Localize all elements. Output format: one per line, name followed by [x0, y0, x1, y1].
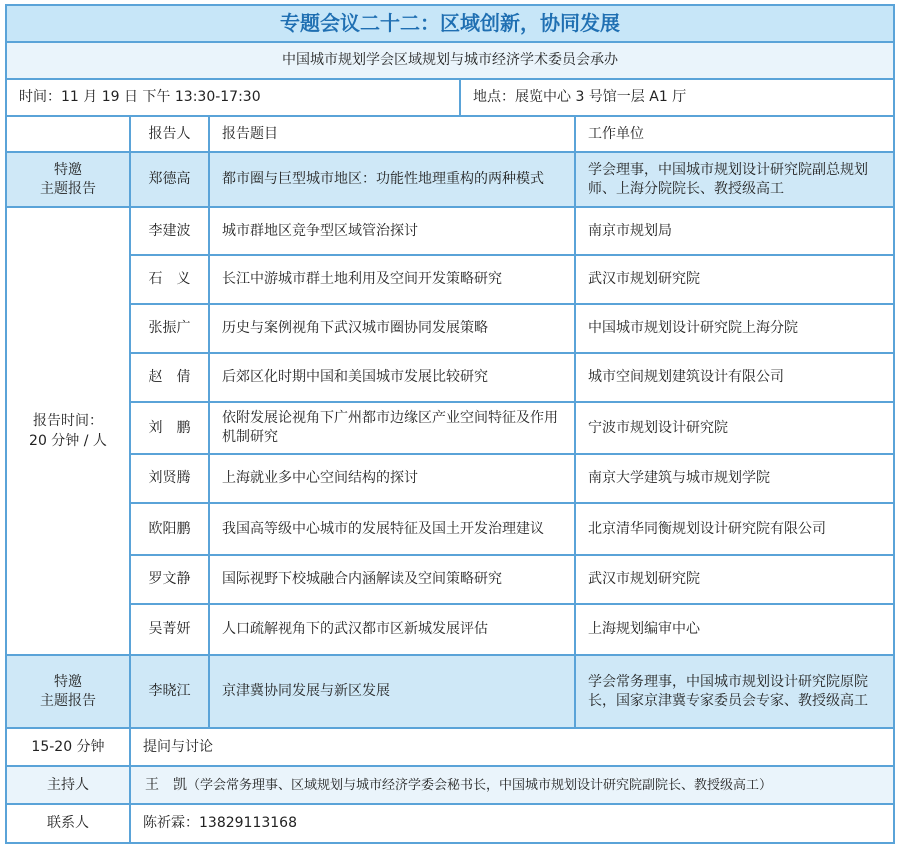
host-row — [7, 767, 893, 805]
keynote-affiliation: 学会理事，中国城市规划设计研究院副总规划师、上海分院院长、教授级高工 — [588, 161, 868, 197]
host-label: 主持人 — [7, 767, 131, 803]
talk-topic: 长江中游城市群土地利用及空间开发策略研究 — [210, 256, 576, 303]
page-title: 专题会议二十二：区域创新，协同发展 — [280, 11, 620, 35]
title-row — [7, 6, 893, 43]
talk-affiliation: 武汉市规划研究院 — [588, 271, 700, 287]
keynote-speaker: 李晓江 — [131, 656, 210, 727]
talk-topic: 我国高等级中心城市的发展特征及国土开发治理建议 — [210, 504, 576, 554]
talk-affiliation: 上海规划编审中心 — [588, 621, 700, 637]
talk-topic: 历史与案例视角下武汉城市圈协同发展策略 — [210, 305, 576, 352]
keynote-topic: 都市圈与巨型城市地区：功能性地理重构的两种模式 — [210, 153, 576, 206]
host-description: （学会常务理事、区域规划与城市经济学委会秘书长，中国城市规划设计研究院副院长、教授级高工） — [187, 777, 773, 793]
talk-topic: 上海就业多中心空间结构的探讨 — [210, 455, 576, 502]
talk-row — [131, 455, 893, 504]
talk-row — [131, 556, 893, 605]
talks-group — [7, 208, 893, 656]
talk-row — [131, 504, 893, 556]
keynote-label: 特邀 主题报告 — [7, 153, 131, 206]
header-affiliation: 工作单位 — [588, 125, 644, 142]
contact-row — [7, 805, 893, 842]
report-time-label: 报告时间： 20 分钟 / 人 — [7, 208, 131, 654]
qa-duration: 15-20 分钟 — [7, 729, 131, 765]
contact-label: 联系人 — [7, 805, 131, 842]
talk-affiliation: 中国城市规划设计研究院上海分院 — [588, 320, 798, 336]
talk-affiliation: 南京大学建筑与城市规划学院 — [588, 470, 770, 486]
talk-speaker: 石 义 — [131, 256, 210, 303]
header-row — [7, 117, 893, 153]
talk-speaker: 罗文静 — [131, 556, 210, 603]
session-location: 地点：展览中心 3 号馆一层 A1 厅 — [473, 89, 687, 105]
talk-row — [131, 256, 893, 305]
keynote-topic: 京津冀协同发展与新区发展 — [210, 656, 576, 727]
talk-topic: 依附发展论视角下广州都市边缘区产业空间特征及作用机制研究 — [210, 403, 576, 453]
talk-row — [131, 305, 893, 354]
talk-row — [131, 403, 893, 455]
talk-row — [131, 354, 893, 403]
talk-speaker: 欧阳鹏 — [131, 504, 210, 554]
header-topic: 报告题目 — [210, 117, 576, 151]
host-info — [131, 767, 893, 803]
conference-schedule-table — [5, 4, 895, 844]
header-speaker: 报告人 — [131, 117, 210, 151]
keynote-speaker: 郑德高 — [131, 153, 210, 206]
talk-topic: 国际视野下校城融合内涵解读及空间策略研究 — [210, 556, 576, 603]
keynote-row-2 — [7, 656, 893, 729]
organizer-row — [7, 43, 893, 80]
host-name: 王 凯 — [145, 776, 187, 793]
organizer-text: 中国城市规划学会区域规划与城市经济学术委员会承办 — [282, 52, 618, 68]
talk-speaker: 李建波 — [131, 208, 210, 254]
talk-affiliation: 武汉市规划研究院 — [588, 571, 700, 587]
talk-row — [131, 208, 893, 256]
qa-label: 提问与讨论 — [143, 738, 213, 755]
keynote-label: 特邀 主题报告 — [7, 656, 131, 727]
talk-topic: 后郊区化时期中国和美国城市发展比较研究 — [210, 354, 576, 401]
talk-speaker: 张振广 — [131, 305, 210, 352]
keynote-affiliation: 学会常务理事，中国城市规划设计研究院原院长，国家京津冀专家委员会专家、教授级高工 — [588, 673, 868, 709]
header-blank — [7, 117, 131, 151]
talk-affiliation: 宁波市规划设计研究院 — [588, 419, 728, 436]
talk-topic: 城市群地区竞争型区域管治探讨 — [210, 208, 576, 254]
time-location-row — [7, 80, 893, 117]
session-time: 时间：11 月 19 日 下午 13:30-17:30 — [7, 80, 461, 115]
keynote-row-1 — [7, 153, 893, 208]
talk-row — [131, 605, 893, 654]
talk-speaker: 吴菁妍 — [131, 605, 210, 654]
contact-value: 陈祈霖：13829113168 — [143, 815, 297, 831]
talk-speaker: 赵 倩 — [131, 354, 210, 401]
talk-topic: 人口疏解视角下的武汉都市区新城发展评估 — [210, 605, 576, 654]
qa-row — [7, 729, 893, 767]
talk-affiliation: 城市空间规划建筑设计有限公司 — [588, 369, 784, 385]
talk-speaker: 刘 鹏 — [131, 403, 210, 453]
talk-list — [131, 208, 893, 654]
talk-affiliation: 南京市规划局 — [588, 222, 672, 239]
talk-affiliation: 北京清华同衡规划设计研究院有限公司 — [588, 520, 826, 537]
talk-speaker: 刘贤腾 — [131, 455, 210, 502]
